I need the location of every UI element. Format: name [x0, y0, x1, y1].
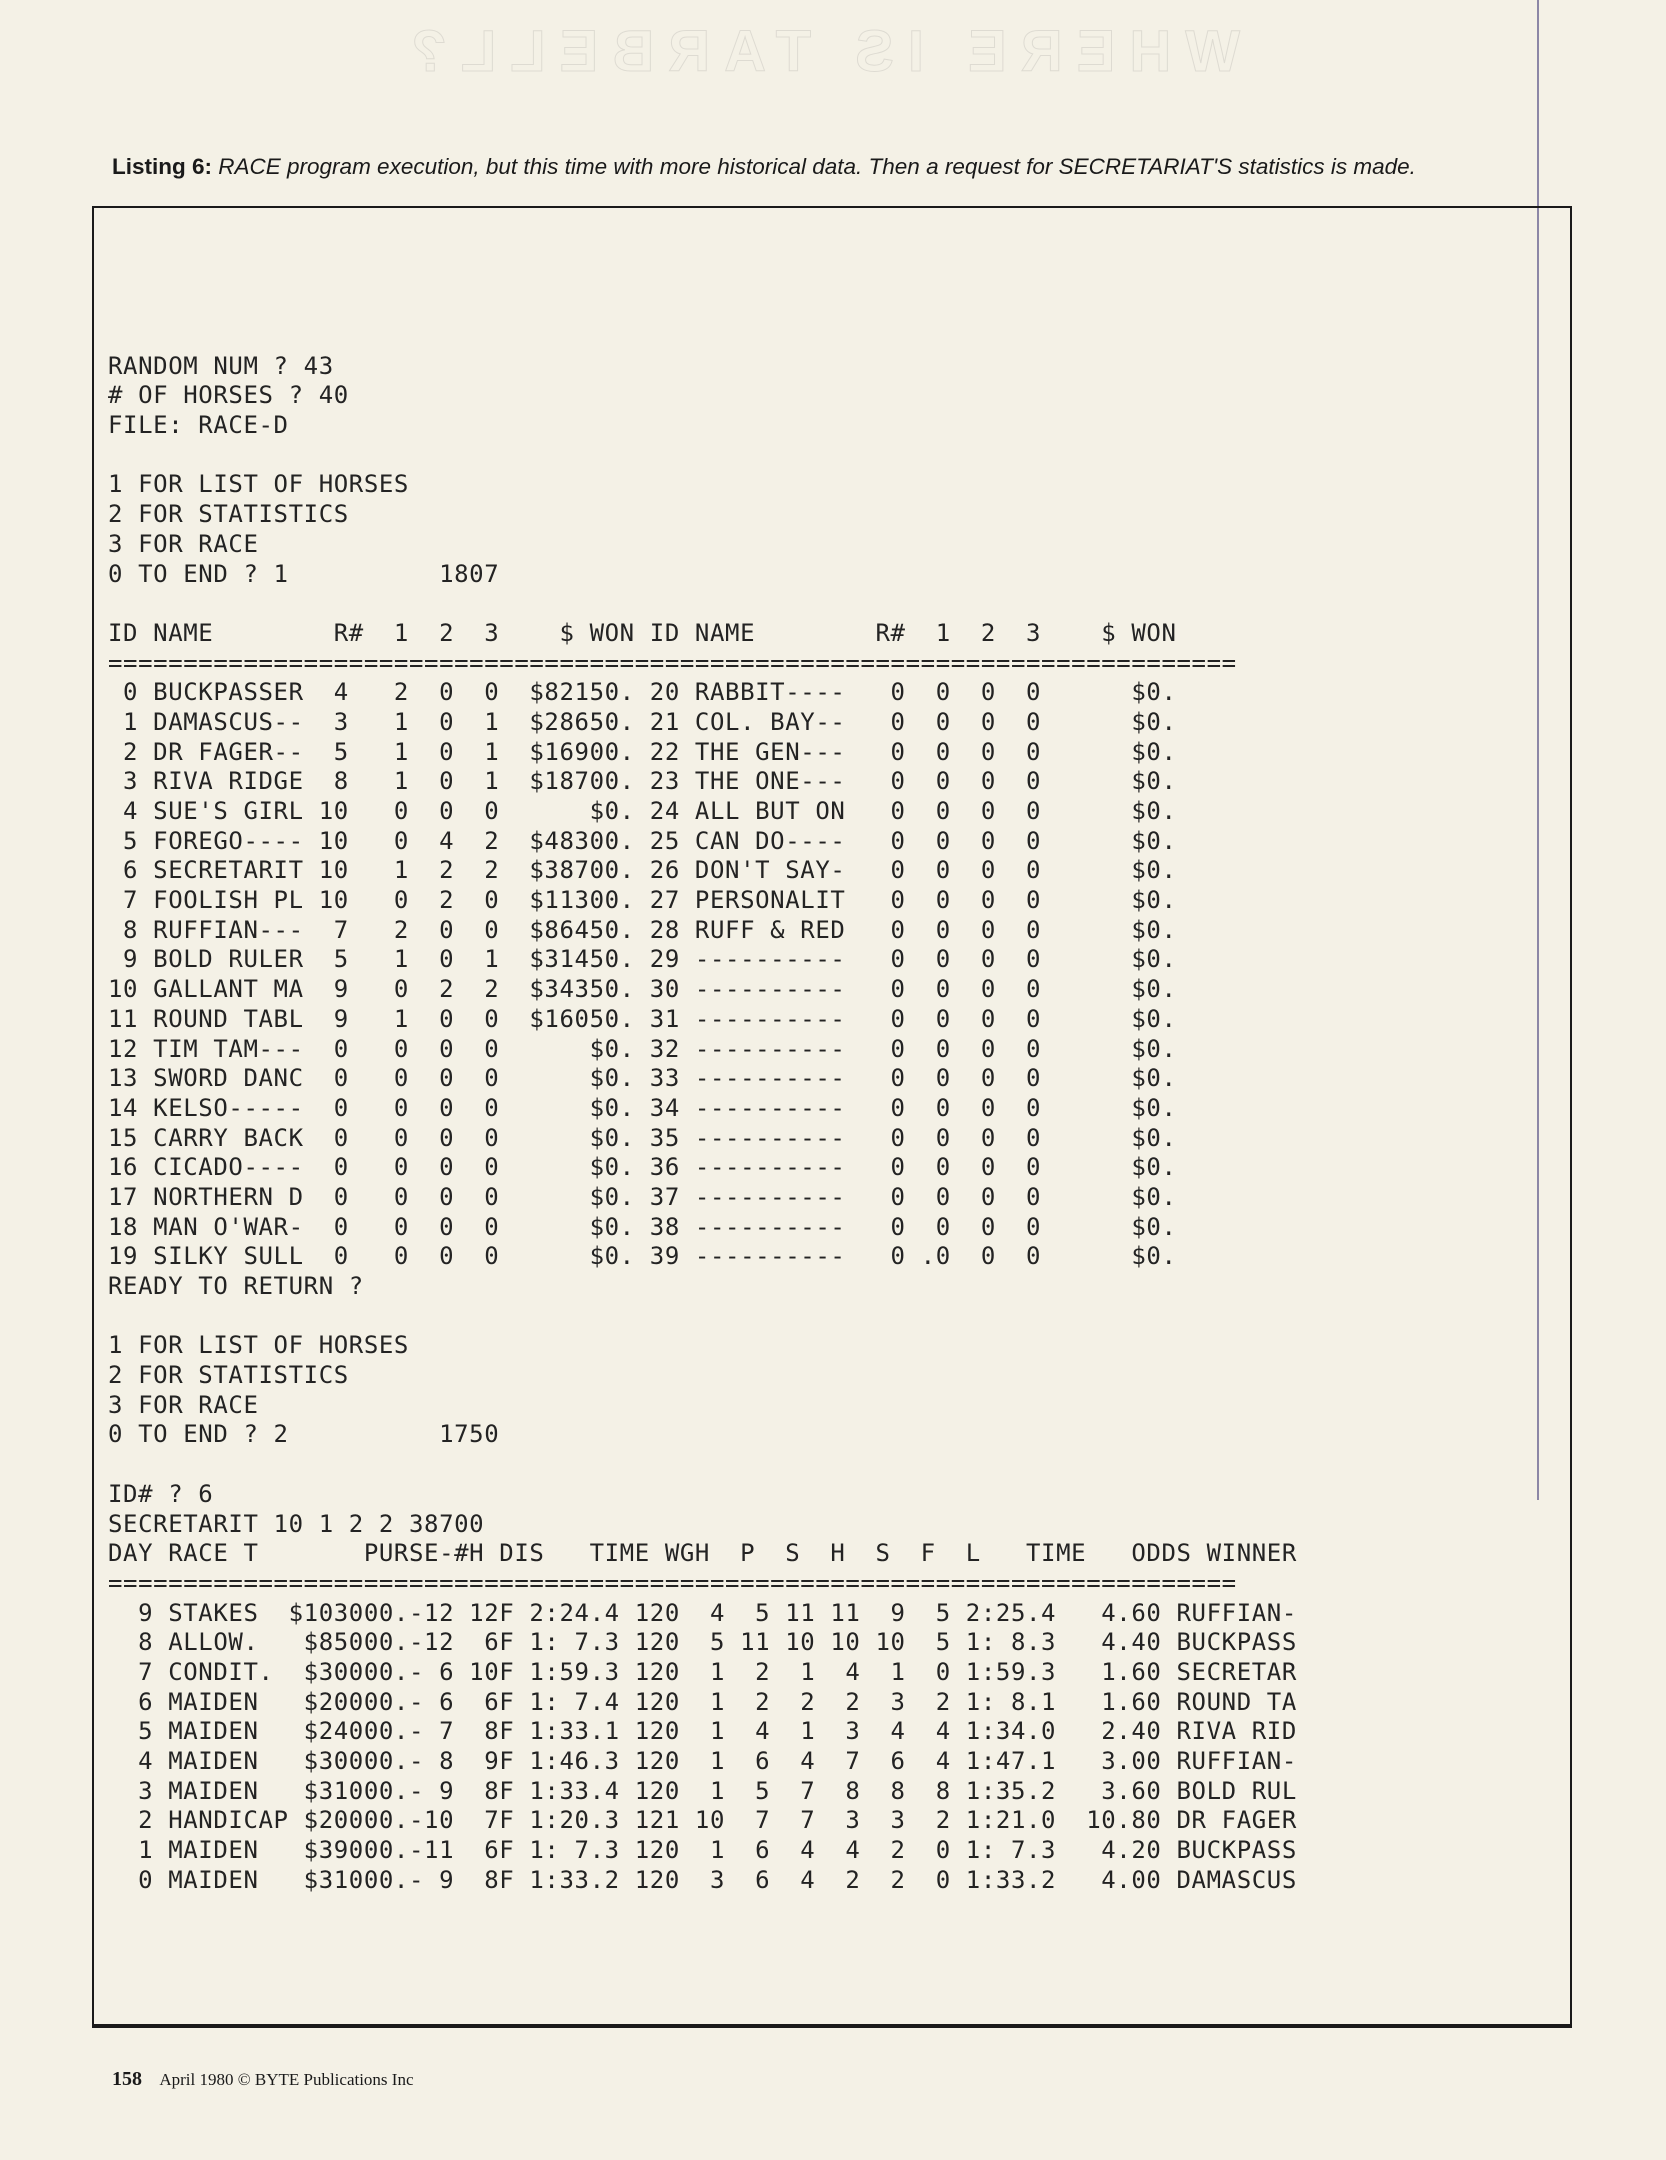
listing-line — [108, 1450, 1568, 1480]
listing-line: =========================================================================== — [108, 1568, 1237, 1597]
listing-line — [108, 322, 1568, 352]
listing-line: 4 SUE'S GIRL 10 0 0 0 $0. 24 ALL BUT ON 0 0 0 0 $0. — [108, 797, 1177, 825]
listing-line: 9 STAKES $103000.-12 12F 2:24.4 120 4 5 11 11 9 5 2:25.4 4.60 RUFFIAN- — [108, 1598, 1297, 1627]
listing-line: 12 TIM TAM--- 0 0 0 0 $0. 32 ---------- 0 0 0 0 $0. — [108, 1034, 1177, 1063]
listing-line: 17 NORTHERN D 0 0 0 0 $0. 37 ---------- 0 0 0 0 $0. — [108, 1182, 1177, 1211]
listing-line: ID NAME R# 1 2 3 $ WON ID NAME R# 1 2 3 $ WON — [108, 618, 1177, 647]
listing-line: 3 RIVA RIDGE 8 1 0 1 $18700. 23 THE ONE--- 0 0 0 0 $0. — [108, 767, 1177, 796]
terminal-listing — [108, 322, 1568, 1895]
listing-line — [108, 441, 1568, 471]
listing-line: 10 GALLANT MA 9 0 2 2 $34350. 30 ---------- 0 0 0 0 $0. — [108, 975, 1177, 1004]
listing-line: 18 MAN O'WAR- 0 0 0 0 $0. 38 ---------- 0 0 0 0 $0. — [108, 1212, 1177, 1241]
listing-line: 1 MAIDEN $39000.-11 6F 1: 7.3 120 1 6 4 4 2 0 1: 7.3 4.20 BUCKPASS — [108, 1836, 1297, 1865]
listing-line: 1 DAMASCUS-- 3 1 0 1 $28650. 21 COL. BAY-- 0 0 0 0 $0. — [108, 707, 1177, 736]
listing-line: =========================================================================== — [108, 648, 1237, 677]
listing-line: 5 FOREGO---- 10 0 4 2 $48300. 25 CAN DO---- 0 0 0 0 $0. — [108, 826, 1177, 855]
listing-line: FILE: RACE-D — [108, 411, 289, 440]
listing-line: 4 MAIDEN $30000.- 8 9F 1:46.3 120 1 6 4 7 6 4 1:47.1 3.00 RUFFIAN- — [108, 1747, 1297, 1775]
caption-label: Listing 6: — [112, 154, 212, 179]
listing-line: 1 FOR LIST OF HORSES — [108, 470, 409, 499]
listing-line: 6 MAIDEN $20000.- 6 6F 1: 7.4 120 1 2 2 2 3 2 1: 8.1 1.60 ROUND TA — [108, 1687, 1297, 1716]
listing-line: DAY RACE T PURSE-#H DIS TIME WGH P S H S F L TIME ODDS WINNER — [108, 1539, 1297, 1568]
page-number: 158 — [112, 2068, 142, 2090]
listing-line: 15 CARRY BACK 0 0 0 0 $0. 35 ---------- 0 0 0 0 $0. — [108, 1123, 1177, 1152]
page-footer — [112, 2068, 414, 2091]
listing-line: 0 TO END ? 1 1807 — [108, 559, 500, 588]
footer-credit: April 1980 © BYTE Publications Inc — [159, 2070, 414, 2089]
listing-line: SECRETARIT 10 1 2 2 38700 — [108, 1509, 485, 1538]
listing-line: 8 RUFFIAN--- 7 2 0 0 $86450. 28 RUFF & RED 0 0 0 0 $0. — [108, 915, 1177, 944]
listing-line: 2 HANDICAP $20000.-10 7F 1:20.3 121 10 7 7 3 3 2 1:21.0 10.80 DR FAGER — [108, 1806, 1297, 1835]
listing-line: ID# ? 6 — [108, 1479, 214, 1508]
listing-line: 2 FOR STATISTICS — [108, 1361, 349, 1390]
listing-line: 2 DR FAGER-- 5 1 0 1 $16900. 22 THE GEN--- 0 0 0 0 $0. — [108, 737, 1177, 766]
listing-line: RANDOM NUM ? 43 — [108, 351, 334, 380]
listing-line: 13 SWORD DANC 0 0 0 0 $0. 33 ---------- 0 0 0 0 $0. — [108, 1064, 1177, 1093]
listing-line: READY TO RETURN ? — [108, 1272, 364, 1300]
listing-line: 3 FOR RACE — [108, 1390, 259, 1419]
listing-line — [108, 589, 1568, 619]
listing-line: 7 FOOLISH PL 10 0 2 0 $11300. 27 PERSONALIT 0 0 0 0 $0. — [108, 886, 1177, 915]
listing-line: 7 CONDIT. $30000.- 6 10F 1:59.3 120 1 2 1 4 1 0 1:59.3 1.60 SECRETAR — [108, 1657, 1297, 1686]
listing-line: 11 ROUND TABL 9 1 0 0 $16050. 31 ---------- 0 0 0 0 $0. — [108, 1004, 1177, 1033]
listing-line: 3 MAIDEN $31000.- 9 8F 1:33.4 120 1 5 7 8 8 8 1:35.2 3.60 BOLD RUL — [108, 1776, 1297, 1805]
listing-caption — [112, 154, 1562, 180]
listing-line: 9 BOLD RULER 5 1 0 1 $31450. 29 ---------- 0 0 0 0 $0. — [108, 945, 1177, 974]
listing-line: 16 CICADO---- 0 0 0 0 $0. 36 ---------- 0 0 0 0 $0. — [108, 1153, 1177, 1182]
listing-line: 0 BUCKPASSER 4 2 0 0 $82150. 20 RABBIT---- 0 0 0 0 $0. — [108, 678, 1177, 707]
listing-line: 19 SILKY SULL 0 0 0 0 $0. 39 ---------- 0 .0 0 0 $0. — [108, 1242, 1177, 1271]
caption-text: RACE program execution, but this time with more historical data. Then a request for SECRETARIAT'S statistics is made. — [218, 154, 1416, 179]
listing-line: 1 FOR LIST OF HORSES — [108, 1331, 409, 1360]
listing-line: 0 TO END ? 2 1750 — [108, 1420, 500, 1449]
listing-line: 0 MAIDEN $31000.- 9 8F 1:33.2 120 3 6 4 2 2 0 1:33.2 4.00 DAMASCUS — [108, 1865, 1297, 1894]
listing-line: 14 KELSO----- 0 0 0 0 $0. 34 ---------- 0 0 0 0 $0. — [108, 1093, 1177, 1122]
listing-line: 2 FOR STATISTICS — [108, 500, 349, 529]
listing-line: # OF HORSES ? 40 — [108, 381, 349, 410]
listing-line: 3 FOR RACE — [108, 529, 259, 558]
background-title: WHERE IS TARBELL? — [397, 19, 1240, 84]
listing-line: 6 SECRETARIT 10 1 2 2 $38700. 26 DON'T SAY- 0 0 0 0 $0. — [108, 856, 1177, 885]
listing-line: 5 MAIDEN $24000.- 7 8F 1:33.1 120 1 4 1 3 4 4 1:34.0 2.40 RIVA RID — [108, 1717, 1297, 1746]
listing-line: 8 ALLOW. $85000.-12 6F 1: 7.3 120 5 11 10 10 10 5 1: 8.3 4.40 BUCKPASS — [108, 1628, 1297, 1657]
listing-line — [108, 1302, 1568, 1332]
